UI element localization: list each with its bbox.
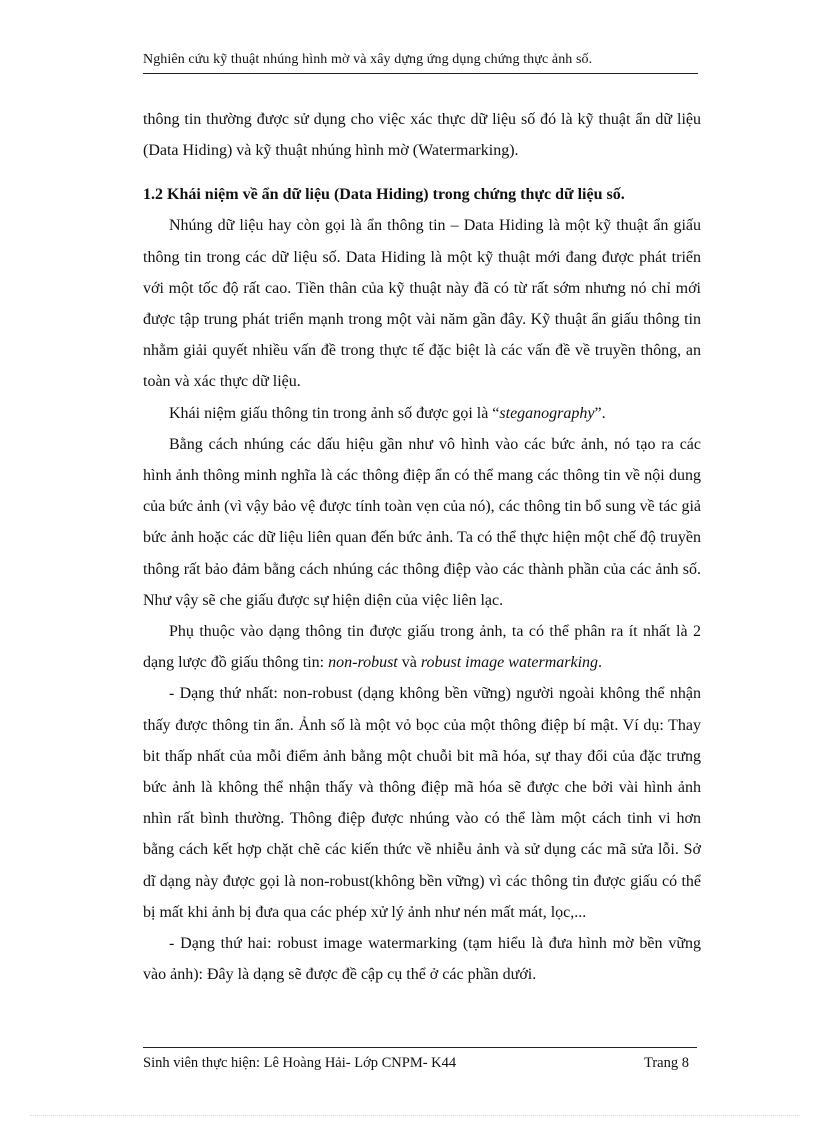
page-bottom-border — [30, 1115, 800, 1116]
paragraph-robust: - Dạng thứ hai: robust image watermarking (tạm hiểu là đưa hình mờ bền vững vào ảnh): Đây là dạng sẽ được đề cập cụ thể ở các phần dưới. — [143, 935, 701, 984]
paragraph-non-robust: - Dạng thứ nhất: non-robust (dạng không bền vững) người ngoài không thể nhận thấy được thông tin ẩn. Ảnh số là một vỏ bọc của một thông điệp bí mật. Ví dụ: Thay bit thấp nhất của mỗi điểm ảnh bằng một chuỗi bit mã hóa, sự thay đổi của đặc trưng bức ảnh là không thể nhận thấy và thông điệp mã hóa sẽ được che bởi vài hình ảnh nhìn rất bình thường. Thông điệp được nhúng vào có thể làm một cách tinh vi hơn bằng cách kết hợp chặt chẽ các kiến thức về nhiễu ảnh và sử dụng các mã sửa lỗi. Sở dĩ dạng này được gọi là non-robust(không bền vững) vì các thông tin được giấu có thể bị mất khi ảnh bị đưa qua các phép xử lý ảnh như nén mất mát, lọc,... — [143, 685, 701, 921]
paragraph-steganography — [143, 398, 701, 429]
classification-text-mid: và — [397, 654, 421, 672]
paragraph-embedding: Bằng cách nhúng các dấu hiệu gần như vô hình vào các bức ảnh, nó tạo ra các hình ảnh thông minh nghĩa là các thông điệp ẩn có thể mang các thông tin về nội dung của bức ảnh (vì vậy bảo vệ được tính toàn vẹn của nó), các thông tin bổ sung về tác giả bức ảnh hoặc các dữ liệu liên quan đến bức ảnh. Ta có thể thực hiện một chế độ truyền thông rất bảo đảm bằng cách nhúng các thông điệp vào các thành phần của các ảnh số. Như vậy sẽ che giấu được sự hiện diện của việc liên lạc. — [143, 435, 701, 609]
section-heading: 1.2 Khái niệm về ẩn dữ liệu (Data Hiding) trong chứng thực dữ liệu số. — [143, 186, 625, 204]
classification-text-before: Phụ thuộc vào dạng thông tin được giấu trong ảnh, ta có thể phân ra ít nhất là 2 dạng lược đồ giấu thông tin: — [143, 623, 701, 672]
page-body — [143, 104, 701, 990]
steganography-text-before: Khái niệm giấu thông tin trong ảnh số được gọi là “ — [169, 404, 500, 422]
running-header — [143, 52, 698, 74]
steganography-term: steganography — [499, 404, 595, 422]
paragraph-data-hiding: Nhúng dữ liệu hay còn gọi là ẩn thông tin – Data Hiding là một kỹ thuật ẩn giấu thông tin trong các dữ liệu số. Data Hiding là một kỹ thuật mới đang được phát triển với một tốc độ rất cao. Tiền thân của kỹ thuật này đã có từ rất sớm nhưng nó chỉ mới được tập trung phát triển mạnh trong một vài năm gần đây. Kỹ thuật ẩn giấu thông tin nhằm giải quyết nhiều vấn đề trong thực tế đặc biệt là các vấn đề về truyền thông, an toàn và xác thực dữ liệu. — [143, 217, 701, 391]
term-non-robust: non-robust — [328, 654, 398, 672]
running-footer — [143, 1055, 689, 1072]
footer-divider — [143, 1047, 697, 1048]
term-robust-watermarking: robust image watermarking — [420, 654, 599, 672]
intro-paragraph: thông tin thường được sử dụng cho việc xác thực dữ liệu số đó là kỹ thuật ẩn dữ liệu (Data Hiding) và kỹ thuật nhúng hình mờ (Watermarking). — [143, 111, 701, 160]
page-number: Trang 8 — [644, 1055, 689, 1071]
header-title: Nghiên cứu kỹ thuật nhúng hình mờ và xây dựng ứng dụng chứng thực ảnh số. — [143, 52, 593, 67]
paragraph-classification — [143, 616, 701, 678]
classification-text-after: . — [598, 654, 603, 672]
steganography-text-after: ”. — [594, 404, 606, 422]
footer-author: Sinh viên thực hiện: Lê Hoàng Hải- Lớp CNPM- K44 — [143, 1055, 457, 1071]
